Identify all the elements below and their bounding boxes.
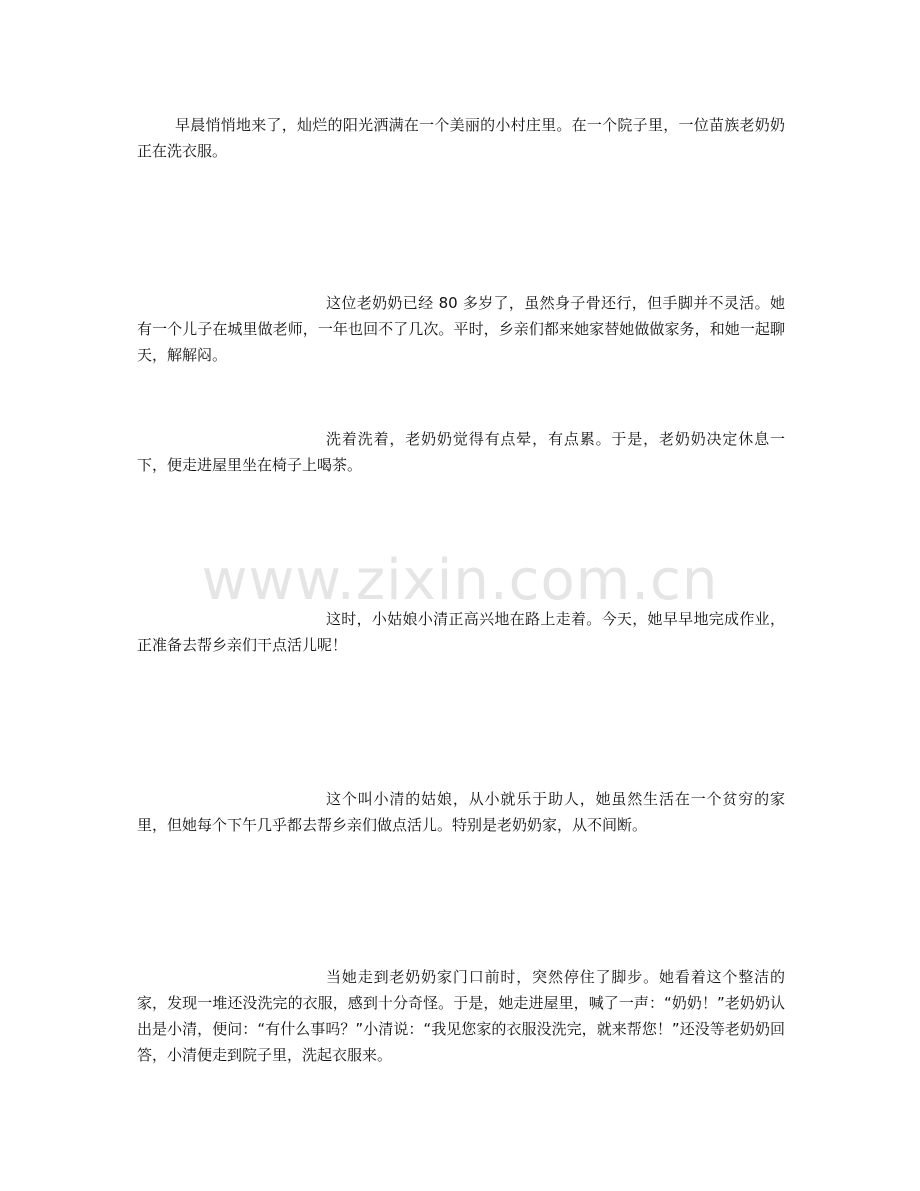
paragraph-1: 早晨悄悄地来了，灿烂的阳光洒满在一个美丽的小村庄里。在一个院子里，一位苗族老奶奶正在洗衣服。 [137,116,785,160]
paragraph-6: 当她走到老奶奶家门口前时，突然停住了脚步。她看着这个整洁的家，发现一堆还没洗完的衣服，感到十分奇怪。于是，她走进屋里，喊了一声：“奶奶！”老奶奶认出是小清，便问：“有什么事吗？”小清说：“我见您家的衣服没洗完，就来帮您！”还没等老奶奶回答，小清便走到院子里，洗起衣服来。 [137,968,785,1064]
paragraph-3: 洗着洗着，老奶奶觉得有点晕，有点累。于是，老奶奶决定休息一下，便走进屋里坐在椅子上喝茶。 [137,430,785,474]
watermark: www.zixin.com.cn [201,548,719,613]
paragraph-5: 这个叫小清的姑娘，从小就乐于助人，她虽然生活在一个贫穷的家里，但她每个下午几乎都去帮乡亲们做点活儿。特别是老奶奶家，从不间断。 [137,790,785,834]
paragraph-2: 这位老奶奶已经 80 多岁了，虽然身子骨还行，但手脚并不灵活。她有一个儿子在城里做老师，一年也回不了几次。平时，乡亲们都来她家替她做做家务，和她一起聊天，解解闷。 [137,294,785,364]
paragraph-4: 这时，小姑娘小清正高兴地在路上走着。今天，她早早地完成作业，正准备去帮乡亲们干点活儿呢！ [137,610,785,654]
